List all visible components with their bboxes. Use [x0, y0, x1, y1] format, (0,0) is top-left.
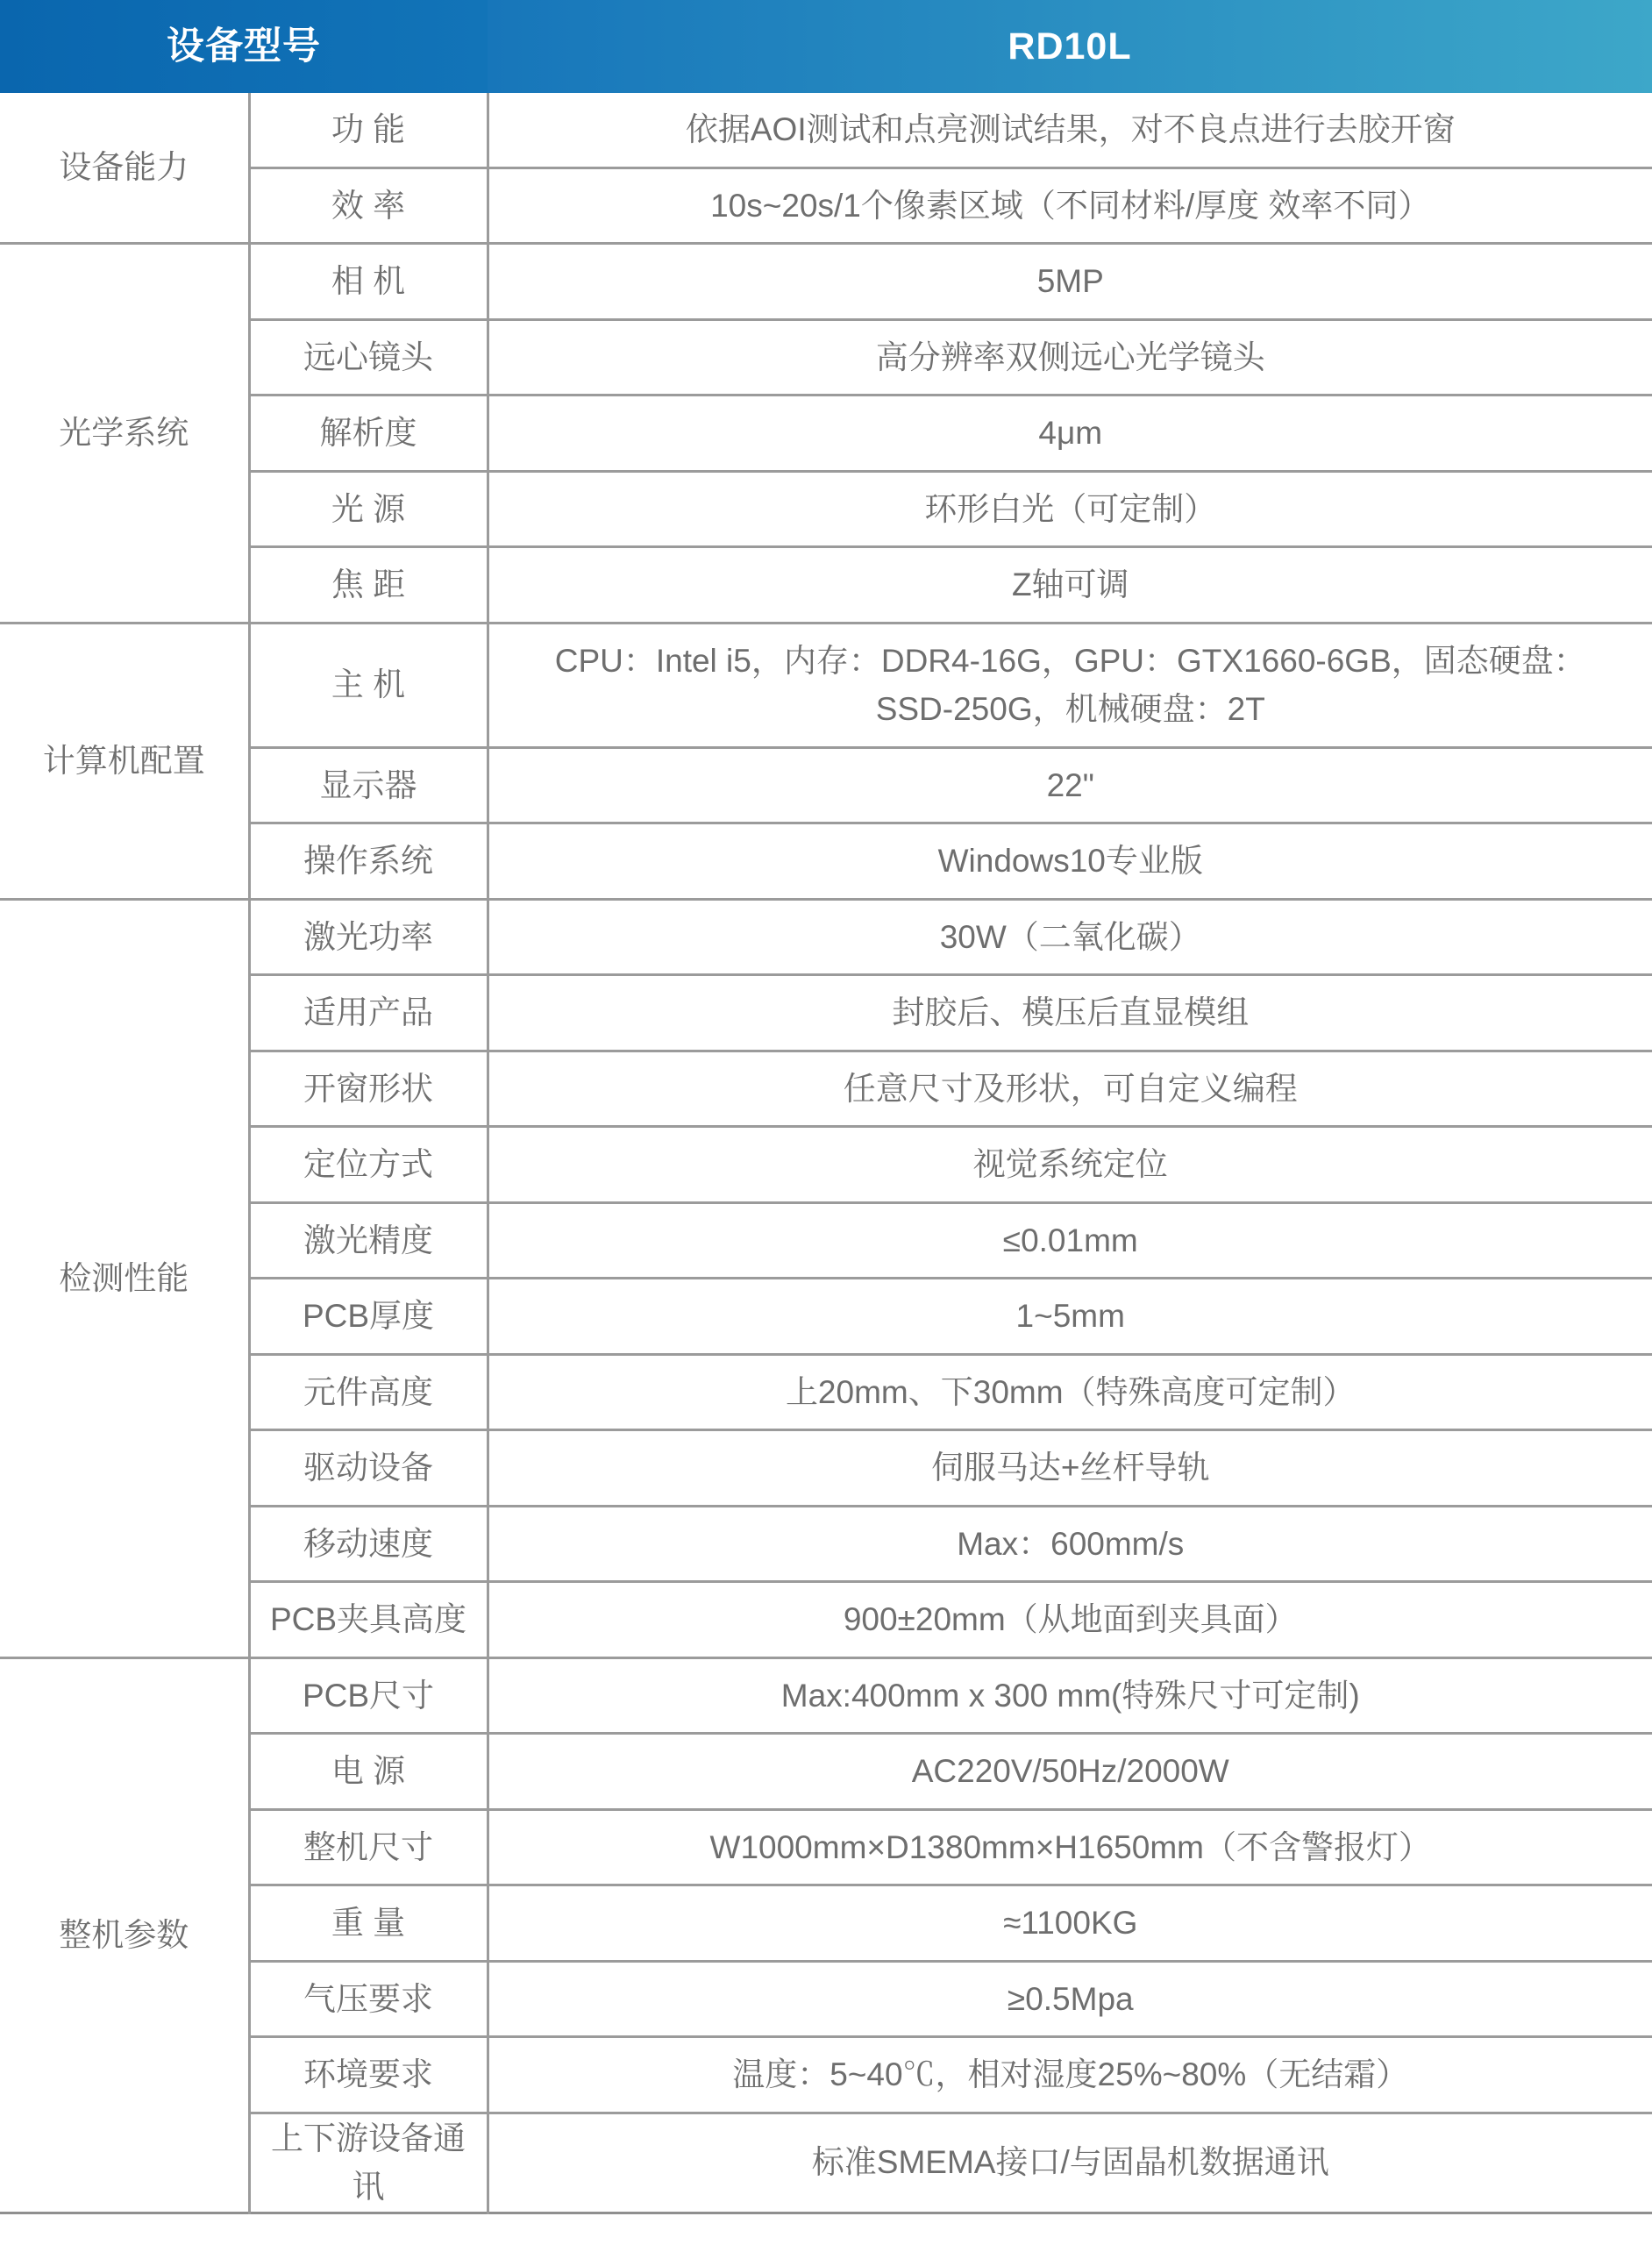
table-row	[0, 899, 1652, 975]
table-row	[0, 1657, 1652, 1734]
value-cell: 伺服马达+丝杆导轨	[488, 1430, 1652, 1507]
attr-label-cell: 解析度	[249, 396, 488, 472]
table-row	[0, 93, 1652, 167]
model-value-header-cell: RD10L	[488, 0, 1652, 93]
value-cell: ≤0.01mm	[488, 1202, 1652, 1279]
attr-label-cell: 焦 距	[249, 547, 488, 624]
attr-label-cell: PCB厚度	[249, 1279, 488, 1355]
table-header-row	[0, 0, 1652, 93]
value-cell: 视觉系统定位	[488, 1127, 1652, 1203]
value-cell: ≥0.5Mpa	[488, 1961, 1652, 2037]
attr-label-cell: 整机尺寸	[249, 1809, 488, 1885]
attr-label-cell: 定位方式	[249, 1127, 488, 1203]
attr-label-cell: 效 率	[249, 167, 488, 244]
attr-label-cell: 电 源	[249, 1734, 488, 1810]
value-cell: AC220V/50Hz/2000W	[488, 1734, 1652, 1810]
value-cell: 环形白光（可定制）	[488, 471, 1652, 547]
attr-label-cell: 移动速度	[249, 1506, 488, 1582]
attr-label-cell: 开窗形状	[249, 1051, 488, 1127]
table-row	[0, 244, 1652, 320]
section-group-label: 检测性能	[0, 899, 249, 1657]
attr-label-cell: 光 源	[249, 471, 488, 547]
attr-label-cell: PCB夹具高度	[249, 1582, 488, 1658]
attr-label-cell: 相 机	[249, 244, 488, 320]
attr-label-cell: 显示器	[249, 747, 488, 823]
value-cell: 温度：5~40℃，相对湿度25%~80%（无结霜）	[488, 2037, 1652, 2113]
section-group-label: 计算机配置	[0, 623, 249, 899]
value-cell: Max:400mm x 300 mm(特殊尺寸可定制)	[488, 1657, 1652, 1734]
attr-label-cell: 驱动设备	[249, 1430, 488, 1507]
value-cell: 上20mm、下30mm（特殊高度可定制）	[488, 1354, 1652, 1430]
value-cell: 5MP	[488, 244, 1652, 320]
attr-label-cell: 激光功率	[249, 899, 488, 975]
value-cell: W1000mm×D1380mm×H1650mm（不含警报灯）	[488, 1809, 1652, 1885]
device-model-header-cell: 设备型号	[0, 0, 488, 93]
value-cell: ≈1100KG	[488, 1885, 1652, 1962]
attr-label-cell: 远心镜头	[249, 319, 488, 396]
value-cell: 任意尺寸及形状，可自定义编程	[488, 1051, 1652, 1127]
attr-label-cell: 重 量	[249, 1885, 488, 1962]
value-cell: 22"	[488, 747, 1652, 823]
value-cell: 10s~20s/1个像素区域（不同材料/厚度 效率不同）	[488, 167, 1652, 244]
value-cell: Windows10专业版	[488, 823, 1652, 900]
value-cell: 高分辨率双侧远心光学镜头	[488, 319, 1652, 396]
table-row	[0, 623, 1652, 747]
attr-label-cell: 主 机	[249, 623, 488, 747]
attr-label-cell: 环境要求	[249, 2037, 488, 2113]
value-cell: 标准SMEMA接口/与固晶机数据通讯	[488, 2113, 1652, 2213]
value-cell: 封胶后、模压后直显模组	[488, 975, 1652, 1051]
attr-label-cell: 元件高度	[249, 1354, 488, 1430]
section-group-label: 整机参数	[0, 1657, 249, 2213]
value-cell: CPU：Intel i5，内存：DDR4-16G，GPU：GTX1660-6GB，固态硬盘：SSD-250G，机械硬盘：2T	[488, 623, 1652, 747]
value-cell: Max：600mm/s	[488, 1506, 1652, 1582]
value-cell: Z轴可调	[488, 547, 1652, 624]
attr-label-cell: 上下游设备通讯	[249, 2113, 488, 2213]
section-group-label: 光学系统	[0, 244, 249, 624]
value-cell: 900±20mm（从地面到夹具面）	[488, 1582, 1652, 1658]
section-group-label: 设备能力	[0, 93, 249, 244]
attr-label-cell: 气压要求	[249, 1961, 488, 2037]
attr-label-cell: 功 能	[249, 93, 488, 167]
attr-label-cell: 适用产品	[249, 975, 488, 1051]
value-cell: 30W（二氧化碳）	[488, 899, 1652, 975]
attr-label-cell: 操作系统	[249, 823, 488, 900]
attr-label-cell: 激光精度	[249, 1202, 488, 1279]
attr-label-cell: PCB尺寸	[249, 1657, 488, 1734]
value-cell: 1~5mm	[488, 1279, 1652, 1355]
value-cell: 依据AOI测试和点亮测试结果，对不良点进行去胶开窗	[685, 111, 1456, 147]
value-cell: 4μm	[488, 396, 1652, 472]
